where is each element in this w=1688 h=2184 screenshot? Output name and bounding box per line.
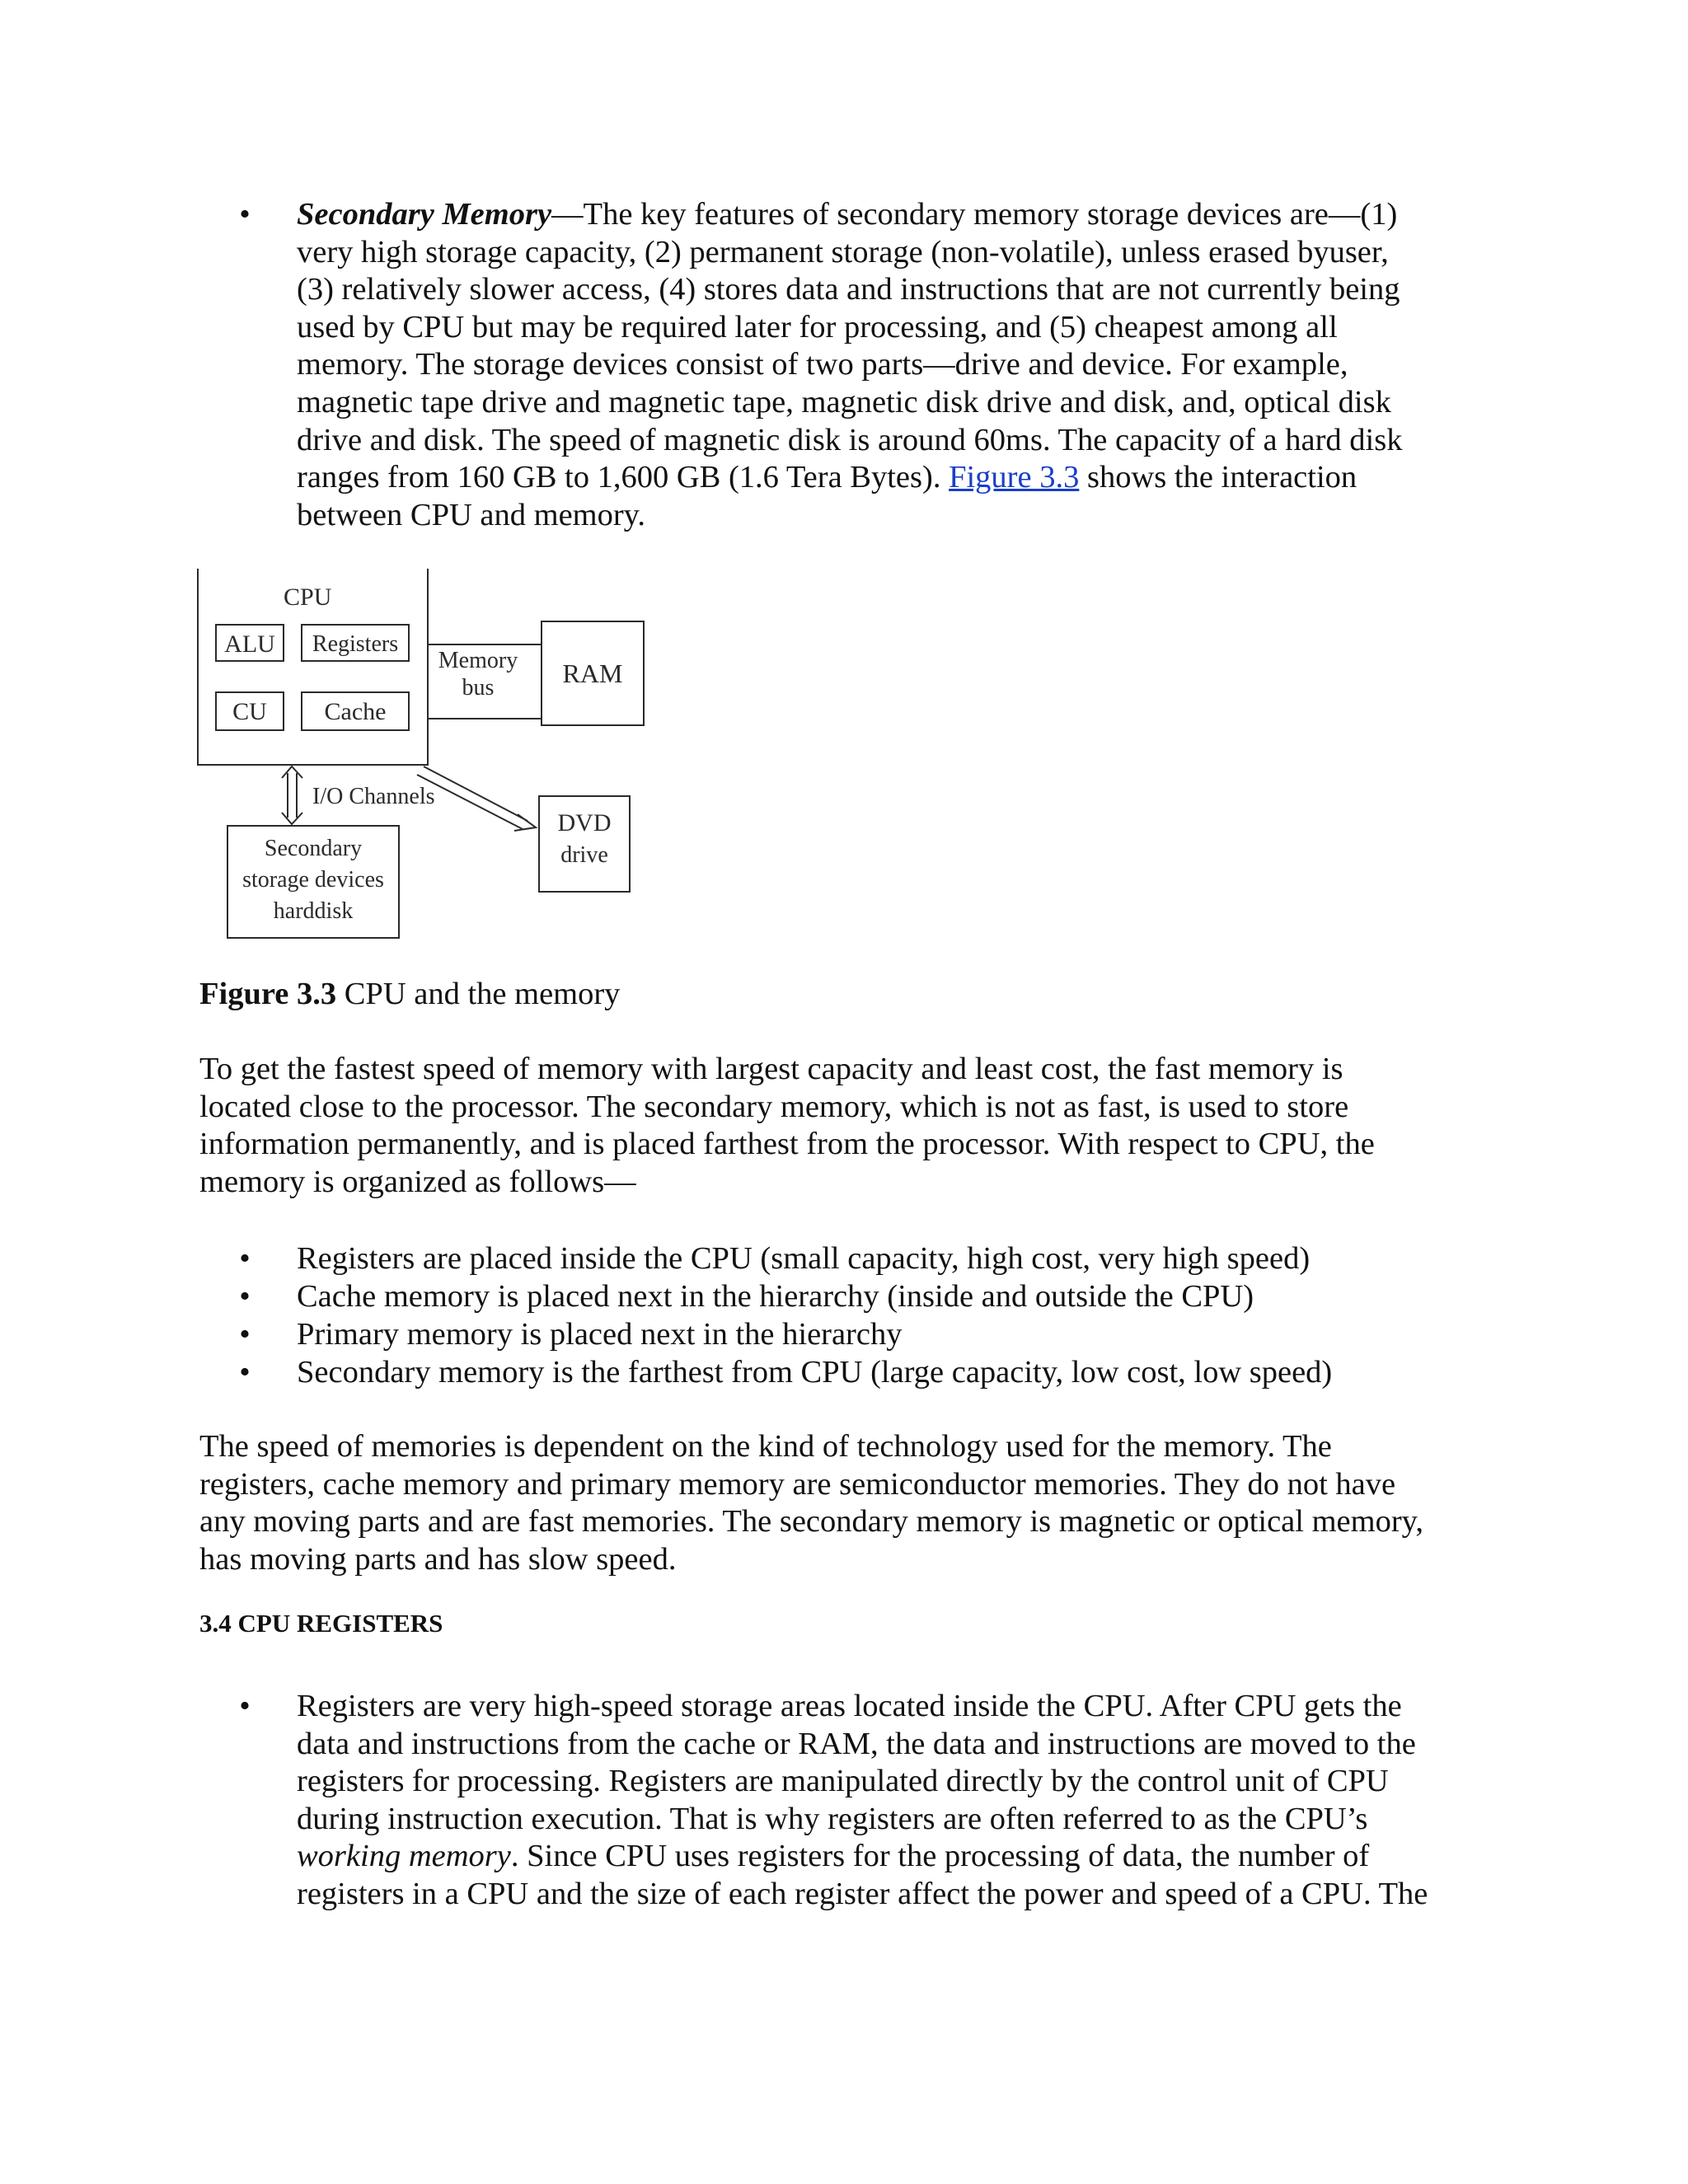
cpu-memory-diagram: [195, 569, 656, 944]
memory-bus-label-2: bus: [462, 675, 495, 701]
paragraph-speed: The speed of memories is dependent on the kind of technology used for the memory. The registers, cache memory and primary memory are semiconductor memories. They do not have any moving parts and are fast memories. The secondary memory is magnetic or optical memory, has moving parts and has slow speed.: [199, 1429, 1424, 1577]
list-item: • Registers are placed inside the CPU (small capacity, high cost, very high speed): [239, 1241, 1311, 1276]
memory-bus-label-1: Memory: [438, 648, 518, 673]
figure-caption-label: Figure 3.3: [199, 977, 337, 1011]
secondary-memory-line-1: Secondary Memory—The key features of secondary memory storage devices are—(1): [297, 197, 1398, 232]
secondary-memory-line-2: very high storage capacity, (2) permanent storage (non-volatile), unless erased byuser,: [297, 234, 1389, 269]
secondary-memory-line-6: magnetic tape drive and magnetic tape, magnetic disk drive and disk, and, optical disk: [297, 384, 1391, 419]
figure-3-3-link[interactable]: Figure 3.3: [949, 460, 1080, 495]
secondary-memory-line-8: ranges from 160 GB to 1,600 GB (1.6 Tera Bytes). Figure 3.3 shows the interaction: [297, 460, 1357, 495]
dvd-arrow: [417, 766, 536, 831]
list-item: • Primary memory is placed next in the hierarchy: [239, 1317, 903, 1352]
alu-label: ALU: [224, 630, 275, 658]
io-double-arrow: [282, 766, 302, 824]
list-item: • Cache memory is placed next in the hierarchy (inside and outside the CPU): [239, 1279, 1254, 1314]
secondary-memory-line-3: (3) relatively slower access, (4) stores data and instructions that are not currently being: [297, 272, 1400, 307]
dvd-label-2: drive: [560, 842, 608, 868]
secondary-label-2: storage devices: [242, 867, 384, 893]
working-memory-term: working memory: [297, 1839, 511, 1874]
secondary-memory-line-9: between CPU and memory.: [297, 497, 646, 532]
paragraph-hierarchy: To get the fastest speed of memory with largest capacity and least cost, the fast memory is located close to the processor. The secondary memory, which is not as fast, is used to store information permanently, and is placed farthest from the processor. With respect to CPU, the memory is organized as follows—: [199, 1052, 1375, 1199]
list-item: • Secondary memory is the farthest from CPU (large capacity, low cost, low speed): [239, 1355, 1333, 1390]
cpu-label: CPU: [284, 583, 332, 611]
bullet-marker: •: [239, 197, 251, 232]
section-heading: 3.4 CPU REGISTERS: [199, 1609, 443, 1638]
registers-bullet: • Registers are very high-speed storage areas located inside the CPU. After CPU gets the data and instructions from the cache or RAM, the data and instructions are moved to the registers for processing. Registers are manipulated directly by the control unit of CPU during instruction execution. That is why registers are often referred to as the CPU’s working memory. Since CPU uses registers for the processing of data, the number of registers in a CPU and the size of each register affect the power and speed of a CPU. The: [199, 1688, 1485, 1914]
figure-caption-text: CPU and the memory: [336, 977, 621, 1011]
registers-label: Registers: [312, 631, 399, 657]
cu-label: CU: [232, 698, 267, 725]
secondary-memory-line-4: used by CPU but may be required later for processing, and (5) cheapest among all: [297, 309, 1338, 344]
secondary-memory-line-5: memory. The storage devices consist of two parts—drive and device. For example,: [297, 347, 1348, 382]
cache-label: Cache: [324, 698, 387, 725]
secondary-memory-bullet: [199, 196, 1485, 534]
ram-label: RAM: [562, 658, 623, 688]
hierarchy-list: [199, 1240, 1518, 1391]
secondary-memory-line-7: drive and disk. The speed of magnetic disk is around 60ms. The capacity of a hard disk: [297, 422, 1403, 457]
io-channels-label: I/O Channels: [312, 784, 435, 809]
figure-caption: [199, 975, 620, 1013]
dvd-label-1: DVD: [557, 809, 612, 837]
secondary-label-1: Secondary: [264, 836, 363, 861]
secondary-label-3: harddisk: [273, 898, 354, 924]
bullet-marker: •: [239, 1689, 251, 1723]
secondary-memory-term: Secondary Memory: [297, 197, 552, 232]
